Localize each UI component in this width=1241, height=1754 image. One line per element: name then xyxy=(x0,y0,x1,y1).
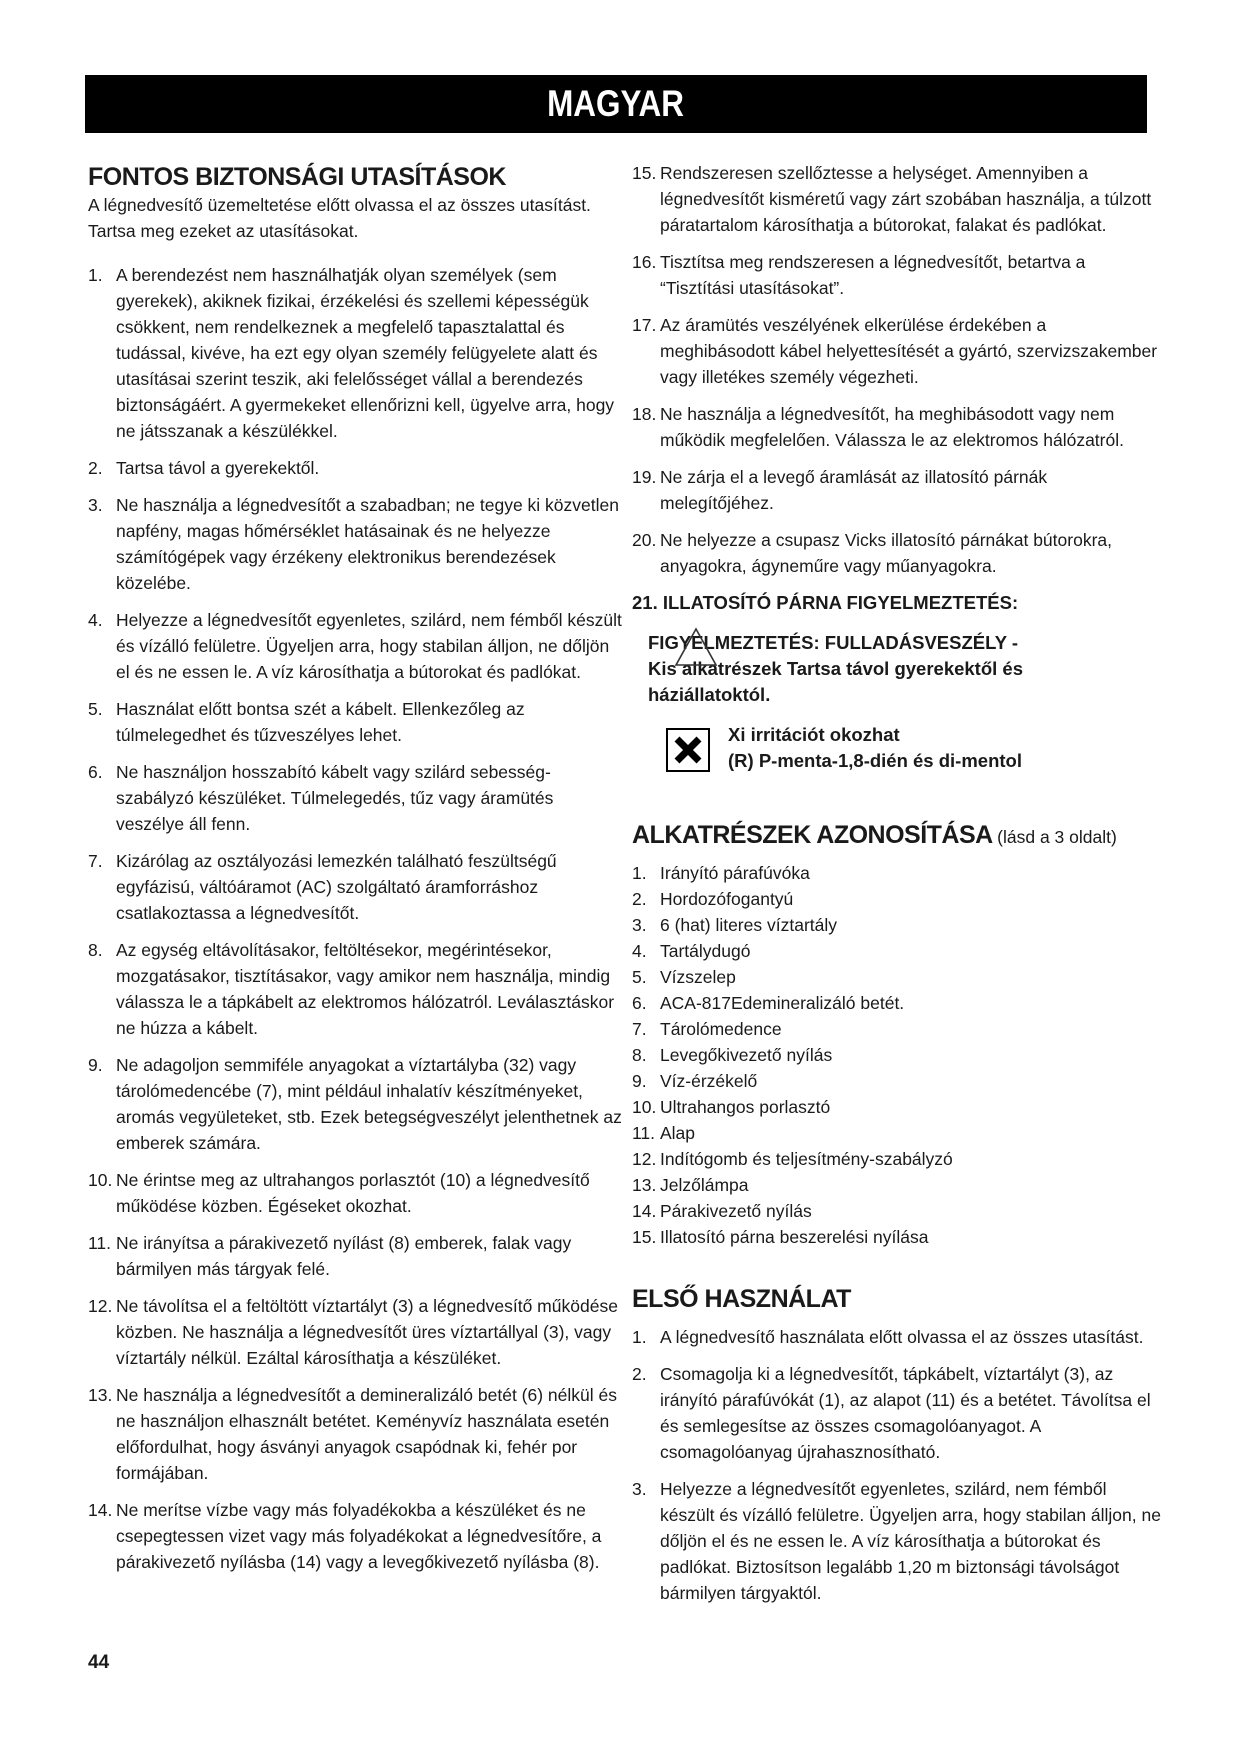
safety-item-number: 17. xyxy=(632,315,657,335)
safety-item-number: 16. xyxy=(632,252,657,272)
part-item-text: Párakivezető nyílás xyxy=(660,1201,812,1221)
first-use-list xyxy=(632,1324,1162,1606)
safety-item xyxy=(88,1167,623,1219)
first-use-step-text: A légnedvesítő használata előtt olvassa el az összes utasítást. xyxy=(660,1327,1144,1347)
safety-item-text: Az áramütés veszélyének elkerülése érdekében a meghibásodott kábel helyettesítését a gyártó, szervizszakember vagy illetékes személy végezheti. xyxy=(660,315,1158,387)
safety-item-text: Ne használjon hosszabító kábelt vagy szilárd sebesség-szabályzó készüléket. Túlmelegedés, tűz vagy áramütés veszélye áll fenn. xyxy=(116,762,554,834)
first-use-step-text: Csomagolja ki a légnedvesítőt, tápkábelt, víztartályt (3), az irányító párafúvókát (1), az alapot (11) és a betétet. Távolítsa el és semlegesítse az összes csomagolóanyagot. A csomagolóanyag újrahasznosítható. xyxy=(660,1364,1151,1462)
first-use-step xyxy=(632,1361,1162,1465)
part-item-text: Levegőkivezető nyílás xyxy=(660,1045,833,1065)
first-use-step-number: 2. xyxy=(632,1364,647,1384)
part-item-number: 2. xyxy=(632,889,647,909)
part-item-number: 4. xyxy=(632,941,647,961)
safety-item-number: 9. xyxy=(88,1055,103,1075)
choking-warning-text: FIGYELMEZTETÉS: FULLADÁSVESZÉLY - Kis alkatrészek Tartsa távol gyerekektől és háziállatoktól. xyxy=(648,632,1024,705)
part-item-text: Vízszelep xyxy=(660,967,736,987)
safety-item-text: Ne használja a légnedvesítőt a demineralizáló betét (6) nélkül és ne használjon elhasznált betétet. Keményvíz használata esetén előfordulhat, hogy ásványi anyagok csapódnak ki, fehér por formájában. xyxy=(116,1385,617,1483)
safety-list xyxy=(88,262,623,1575)
part-item-number: 15. xyxy=(632,1227,657,1247)
part-item-number: 7. xyxy=(632,1019,647,1039)
safety-item xyxy=(88,492,623,596)
safety-item xyxy=(632,312,1162,390)
safety-item-number: 12. xyxy=(88,1296,113,1316)
safety-item xyxy=(632,401,1162,453)
part-item-text: Indítógomb és teljesítmény-szabályzó xyxy=(660,1149,953,1169)
safety-item-number: 2. xyxy=(88,458,103,478)
parts-heading-row xyxy=(632,820,1162,850)
safety-item xyxy=(632,464,1162,516)
safety-heading: FONTOS BIZTONSÁGI UTASÍTÁSOK xyxy=(88,163,506,191)
safety-item-text: Ne zárja el a levegő áramlását az illatosító párnák melegítőjéhez. xyxy=(660,467,1048,513)
safety-item-text: Ne irányítsa a párakivezető nyílást (8) emberek, falak vagy bármilyen más tárgyak felé. xyxy=(116,1233,572,1279)
safety-item xyxy=(88,607,623,685)
safety-item-text: A berendezést nem használhatják olyan személyek (sem gyerekek), akiknek fizikai, érzékelési és szellemi képességük csökkent, nem rendelkeznek a megfelelő tapasztalattal és tudással, kivéve, ha ezt egy olyan személy felügyelete alatt és utasításai szerint teszik, aki felelősséget vállal a berendezés biztonságáért. A gyermekeket ellenőrizni kell, ügyelve arra, hogy ne játsszanak a készülékkel. xyxy=(116,265,615,441)
safety-item-number: 7. xyxy=(88,851,103,871)
part-item-number: 10. xyxy=(632,1097,657,1117)
part-item xyxy=(632,938,1162,964)
safety-item-text: Az egység eltávolításakor, feltöltésekor, megérintésekor, mozgatásakor, tisztításakor, vagy amikor nem használja, mindig válassza le a tápkábelt az elektromos hálózatról. Leválasztáskor ne húzza a kábelt. xyxy=(116,940,615,1038)
safety-item-text: Ne merítse vízbe vagy más folyadékokba a készüléket és ne csepegtessen vizet vagy más folyadékokat a légnedvesítőre, a párakivezető nyílásba (14) vagy a levegőkivezető nyílásba (8). xyxy=(116,1500,602,1572)
irritant-line-2: (R) P-menta-1,8-dién és di-mentol xyxy=(728,750,1022,771)
part-item-text: Hordozófogantyú xyxy=(660,889,794,909)
safety-item-number: 3. xyxy=(88,495,103,515)
safety-item xyxy=(88,1230,623,1282)
parts-list xyxy=(632,860,1162,1250)
irritant-line-1: Xi irritációt okozhat xyxy=(728,724,900,745)
safety-item-number: 4. xyxy=(88,610,103,630)
safety-item-number: 19. xyxy=(632,467,657,487)
irritant-text xyxy=(728,722,1022,774)
page-number: 44 xyxy=(88,1652,110,1673)
part-item-text: Jelzőlámpa xyxy=(660,1175,749,1195)
safety-item-number: 1. xyxy=(88,265,103,285)
safety-item-text: Kizárólag az osztályozási lemezkén található feszültségű egyfázisú, váltóáramot (AC) szolgáltató áramforráshoz csatlakoztassa a légnedvesítőt. xyxy=(116,851,557,923)
safety-item-number: 8. xyxy=(88,940,103,960)
safety-item-text: Ne távolítsa el a feltöltött víztartályt (3) a légnedvesítő működése közben. Ne használja a légnedvesítőt üres víztartállyal (3), vagy víztartály nélkül. Ezáltal károsíthatja a készüléket. xyxy=(116,1296,618,1368)
safety-item-number: 5. xyxy=(88,699,103,719)
part-item xyxy=(632,860,1162,886)
part-item xyxy=(632,1120,1162,1146)
part-item xyxy=(632,990,1162,1016)
part-item-text: Tartálydugó xyxy=(660,941,751,961)
part-item-text: Ultrahangos porlasztó xyxy=(660,1097,831,1117)
safety-item-text: Tartsa távol a gyerekektől. xyxy=(116,458,320,478)
part-item-number: 6. xyxy=(632,993,647,1013)
first-use-step xyxy=(632,1324,1162,1350)
part-item-number: 14. xyxy=(632,1201,657,1221)
safety-item-number: 11. xyxy=(88,1233,112,1253)
safety-item xyxy=(88,1052,623,1156)
part-item-number: 11. xyxy=(632,1123,656,1143)
safety-item-text: Ne adagoljon semmiféle anyagokat a víztartályba (32) vagy tárolómedencébe (7), mint például inhalatív készítményeket, aromás vegyületeket, stb. Ezek betegségveszélyt jelenthetnek az emberek számára. xyxy=(116,1055,622,1153)
part-item-number: 5. xyxy=(632,967,647,987)
part-item xyxy=(632,1172,1162,1198)
first-use-step-number: 3. xyxy=(632,1479,647,1499)
safety-item-text: Ne helyezze a csupasz Vicks illatosító párnákat bútorokra, anyagokra, ágyneműre vagy műanyagokra. xyxy=(660,530,1112,576)
part-item xyxy=(632,1068,1162,1094)
first-use-heading: ELSŐ HASZNÁLAT xyxy=(632,1285,851,1313)
safety-item-number: 10. xyxy=(88,1170,113,1190)
part-item xyxy=(632,1198,1162,1224)
safety-item xyxy=(88,696,623,748)
first-use-step-text: Helyezze a légnedvesítőt egyenletes, szilárd, nem fémből készült és vízálló felületre. Ügyeljen arra, hogy stabilan álljon, ne dőljön el és ne essen le. A víz károsíthatja a bútorokat és padlókat. Biztosítson legalább 1,20 m biztonsági távolságot bármilyen tárgyaktól. xyxy=(660,1479,1161,1603)
part-item-number: 9. xyxy=(632,1071,647,1091)
right-column xyxy=(632,160,1162,1617)
part-item-text: Illatosító párna beszerelési nyílása xyxy=(660,1227,929,1247)
part-item-number: 1. xyxy=(632,863,647,883)
first-use-step xyxy=(632,1476,1162,1606)
warning-triangle-icon xyxy=(674,627,718,667)
safety-item xyxy=(88,1497,623,1575)
safety-item xyxy=(632,249,1162,301)
choking-warning xyxy=(648,630,1048,708)
part-item-text: Víz-érzékelő xyxy=(660,1071,758,1091)
part-item xyxy=(632,1224,1162,1250)
safety-item xyxy=(88,1382,623,1486)
safety-item xyxy=(88,759,623,837)
part-item xyxy=(632,1016,1162,1042)
left-column xyxy=(88,160,623,1586)
part-item-text: Alap xyxy=(660,1123,696,1143)
part-item-number: 13. xyxy=(632,1175,657,1195)
parts-heading: ALKATRÉSZEK AZONOSÍTÁSA xyxy=(632,821,993,849)
safety-item-text: Ne használja a légnedvesítőt a szabadban; ne tegye ki közvetlen napfény, magas hőmérséklet hatásainak és ne helyezze számítógépek vagy érzékeny elektronikus berendezések közelébe. xyxy=(116,495,619,593)
safety-item-number: 6. xyxy=(88,762,103,782)
part-item xyxy=(632,912,1162,938)
safety-item-text: Ne érintse meg az ultrahangos porlasztót (10) a légnedvesítő működése közben. Égéseket okozhat. xyxy=(116,1170,590,1216)
part-item xyxy=(632,886,1162,912)
part-item-text: 6 (hat) literes víztartály xyxy=(660,915,837,935)
safety-item xyxy=(88,262,623,444)
safety-item xyxy=(632,527,1162,579)
part-item-text: Tárolómedence xyxy=(660,1019,782,1039)
safety-item-text: Helyezze a légnedvesítőt egyenletes, szilárd, nem fémből készült és vízálló felületre. Ügyeljen arra, hogy stabilan álljon, ne dőljön el és ne essen le. A víz károsíthatja a bútorokat és padlókat. xyxy=(116,610,622,682)
safety-list-continued xyxy=(632,160,1162,579)
language-header xyxy=(85,75,1147,133)
safety-item-number: 18. xyxy=(632,404,657,424)
part-item xyxy=(632,1042,1162,1068)
part-item-number: 3. xyxy=(632,915,647,935)
safety-item xyxy=(88,848,623,926)
parts-note: (lásd a 3 oldalt) xyxy=(997,827,1117,847)
safety-item-text: Ne használja a légnedvesítőt, ha meghibásodott vagy nem működik megfelelően. Válassza le az elektromos hálózatról. xyxy=(660,404,1124,450)
safety-item-number: 14. xyxy=(88,1500,113,1520)
part-item-number: 12. xyxy=(632,1149,657,1169)
part-item xyxy=(632,1094,1162,1120)
part-item xyxy=(632,964,1162,990)
language-title: MAGYAR xyxy=(547,83,685,124)
irritant-x-icon xyxy=(666,728,710,772)
safety-item-number: 13. xyxy=(88,1385,113,1405)
part-item-number: 8. xyxy=(632,1045,647,1065)
safety-item xyxy=(88,455,623,481)
safety-item-text: Rendszeresen szellőztesse a helységet. Amennyiben a légnedvesítőt kisméretű vagy zárt szobában használja, a túlzott páratartalom károsíthatja a bútorokat, falakat és padlókat. xyxy=(660,163,1152,235)
pad-warning-title: 21. ILLATOSÍTÓ PÁRNA FIGYELMEZTETÉS: xyxy=(632,592,1019,613)
safety-item xyxy=(632,160,1162,238)
safety-item xyxy=(88,937,623,1041)
safety-item-number: 15. xyxy=(632,163,657,183)
part-item-text: Irányító párafúvóka xyxy=(660,863,810,883)
irritant-notice xyxy=(666,722,1162,774)
part-item-text: ACA-817Edemineralizáló betét. xyxy=(660,993,905,1013)
safety-item xyxy=(88,1293,623,1371)
safety-intro: A légnedvesítő üzemeltetése előtt olvassa el az összes utasítást. Tartsa meg ezeket az utasításokat. xyxy=(88,195,591,241)
safety-item-text: Használat előtt bontsa szét a kábelt. Ellenkezőleg az túlmelegedhet és tűzveszélyes lehet. xyxy=(116,699,525,745)
safety-item-number: 20. xyxy=(632,530,657,550)
first-use-step-number: 1. xyxy=(632,1327,647,1347)
part-item xyxy=(632,1146,1162,1172)
safety-item-text: Tisztítsa meg rendszeresen a légnedvesítőt, betartva a “Tisztítási utasításokat”. xyxy=(660,252,1086,298)
